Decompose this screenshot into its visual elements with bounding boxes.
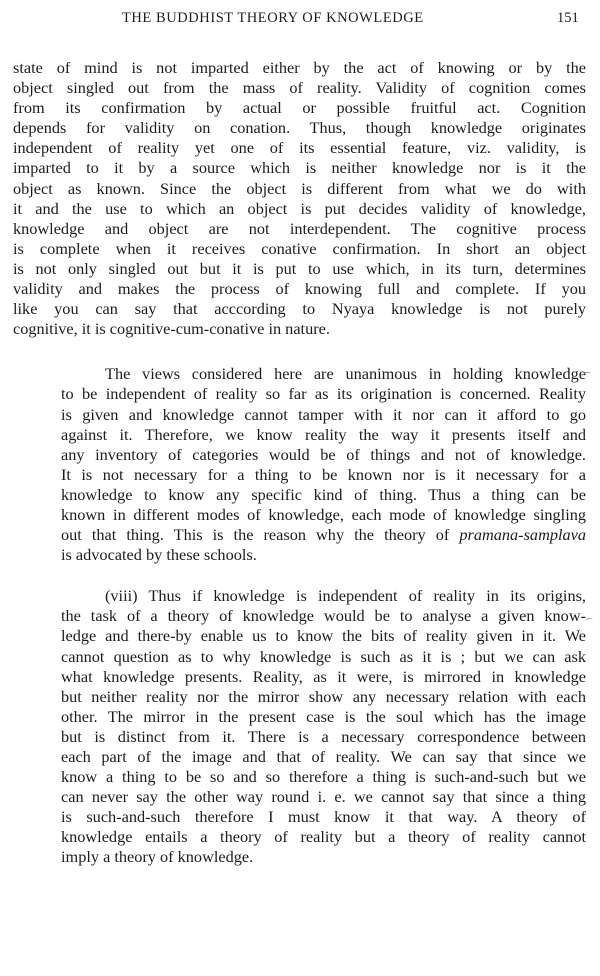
text-line: imparted to it by a source which is neither knowledge nor is it the xyxy=(13,158,586,178)
text-line: know a thing to be so and so therefore a thing is such-and-such but we xyxy=(61,767,586,787)
text-line: validity and makes the process of knowing full and complete. If you xyxy=(13,279,586,299)
text-line: but is distinct from it. There is a necessary correspondence between xyxy=(61,726,586,746)
text-line: known in different modes of knowledge, each mode of knowledge singling xyxy=(61,504,586,524)
text-line: the task of a theory of knowledge would be to analyse a given know- xyxy=(61,606,586,626)
text-line: but neither reality nor the mirror show any necessary relation with each xyxy=(61,686,586,706)
running-title: THE BUDDHIST THEORY OF KNOWLEDGE xyxy=(122,10,424,26)
text-line: state of mind is not imparted either by the act of knowing or by the xyxy=(13,58,586,77)
text-line: is such-and-such therefore I must know it that way. A theory of xyxy=(61,807,586,827)
text-line: from its confirmation by actual or possible fruitful act. Cognition xyxy=(13,98,586,118)
text-line: cognitive, it is cognitive-cum-conative in nature. xyxy=(13,319,330,339)
text-line: depends for validity on conation. Thus, though knowledge originates xyxy=(13,118,586,138)
text-line: each part of the image and that of reality. We can say that since we xyxy=(61,747,586,766)
paragraph-1 xyxy=(13,58,586,339)
line-text: out that thing. This is the reason why the theory of xyxy=(61,525,450,545)
text-line: like you can say that acccording to Nyaya knowledge is not purely xyxy=(13,299,586,319)
text-line: The views considered here are unanimous in holding knowledge xyxy=(105,364,586,384)
margin-mark xyxy=(583,371,592,378)
text-line: it and the use to which an object is put decides validity of knowledge, xyxy=(13,198,586,218)
running-head xyxy=(0,10,600,34)
paragraph-2 xyxy=(13,364,586,565)
text-line: imply a theory of knowledge. xyxy=(61,847,254,867)
text-line: independent of reality yet one of its essential feature, viz. validity, is xyxy=(13,138,586,158)
text-line: to be independent of reality so far as its origination is concerned. Reality xyxy=(61,384,586,404)
text-line: knowledge entails a theory of reality but a theory of reality cannot xyxy=(61,827,586,847)
text-line: ledge and there-by enable us to know the bits of reality given in it. We xyxy=(61,626,586,646)
paragraph-3 xyxy=(13,586,586,867)
text-line: object as known. Since the object is different from what we do with xyxy=(13,178,586,198)
text-line: (viii) Thus if knowledge is independent of reality in its origins, xyxy=(105,586,586,606)
text-line-with-term xyxy=(13,525,586,545)
page-number: 151 xyxy=(557,10,579,26)
text-line: any inventory of categories would be of things and not of knowledge. xyxy=(61,444,586,464)
text-line: is advocated by these schools. xyxy=(61,545,257,565)
text-line: can never say the other way round i. e. we cannot say that since a thing xyxy=(61,787,586,807)
text-line: is given and knowledge cannot tamper with it nor can it afford to go xyxy=(61,404,586,424)
text-line: is complete when it receives conative confirmation. In short an object xyxy=(13,238,586,258)
text-line: what knowledge presents. Reality, as it were, is mirrored in knowledge xyxy=(61,666,586,686)
text-line: cannot question as to why knowledge is such as it is ; but we can ask xyxy=(61,646,586,666)
margin-mark xyxy=(585,617,594,624)
text-line: object singled out from the mass of reality. Validity of cognition comes xyxy=(13,78,586,98)
text-line: knowledge and object are not interdependent. The cognitive process xyxy=(13,218,586,238)
text-line: It is not necessary for a thing to be known nor is it necessary for a xyxy=(61,464,586,484)
text-line: knowledge to know any specific kind of thing. Thus a thing can be xyxy=(61,484,586,504)
body-text xyxy=(13,58,586,868)
text-line: against it. Therefore, we know reality the way it presents itself and xyxy=(61,424,586,444)
italic-term: pramana-samplava xyxy=(459,525,586,545)
text-line: other. The mirror in the present case is the soul which has the image xyxy=(61,706,586,726)
text-line: is not only singled out but it is put to use which, in its turn, determines xyxy=(13,258,586,278)
